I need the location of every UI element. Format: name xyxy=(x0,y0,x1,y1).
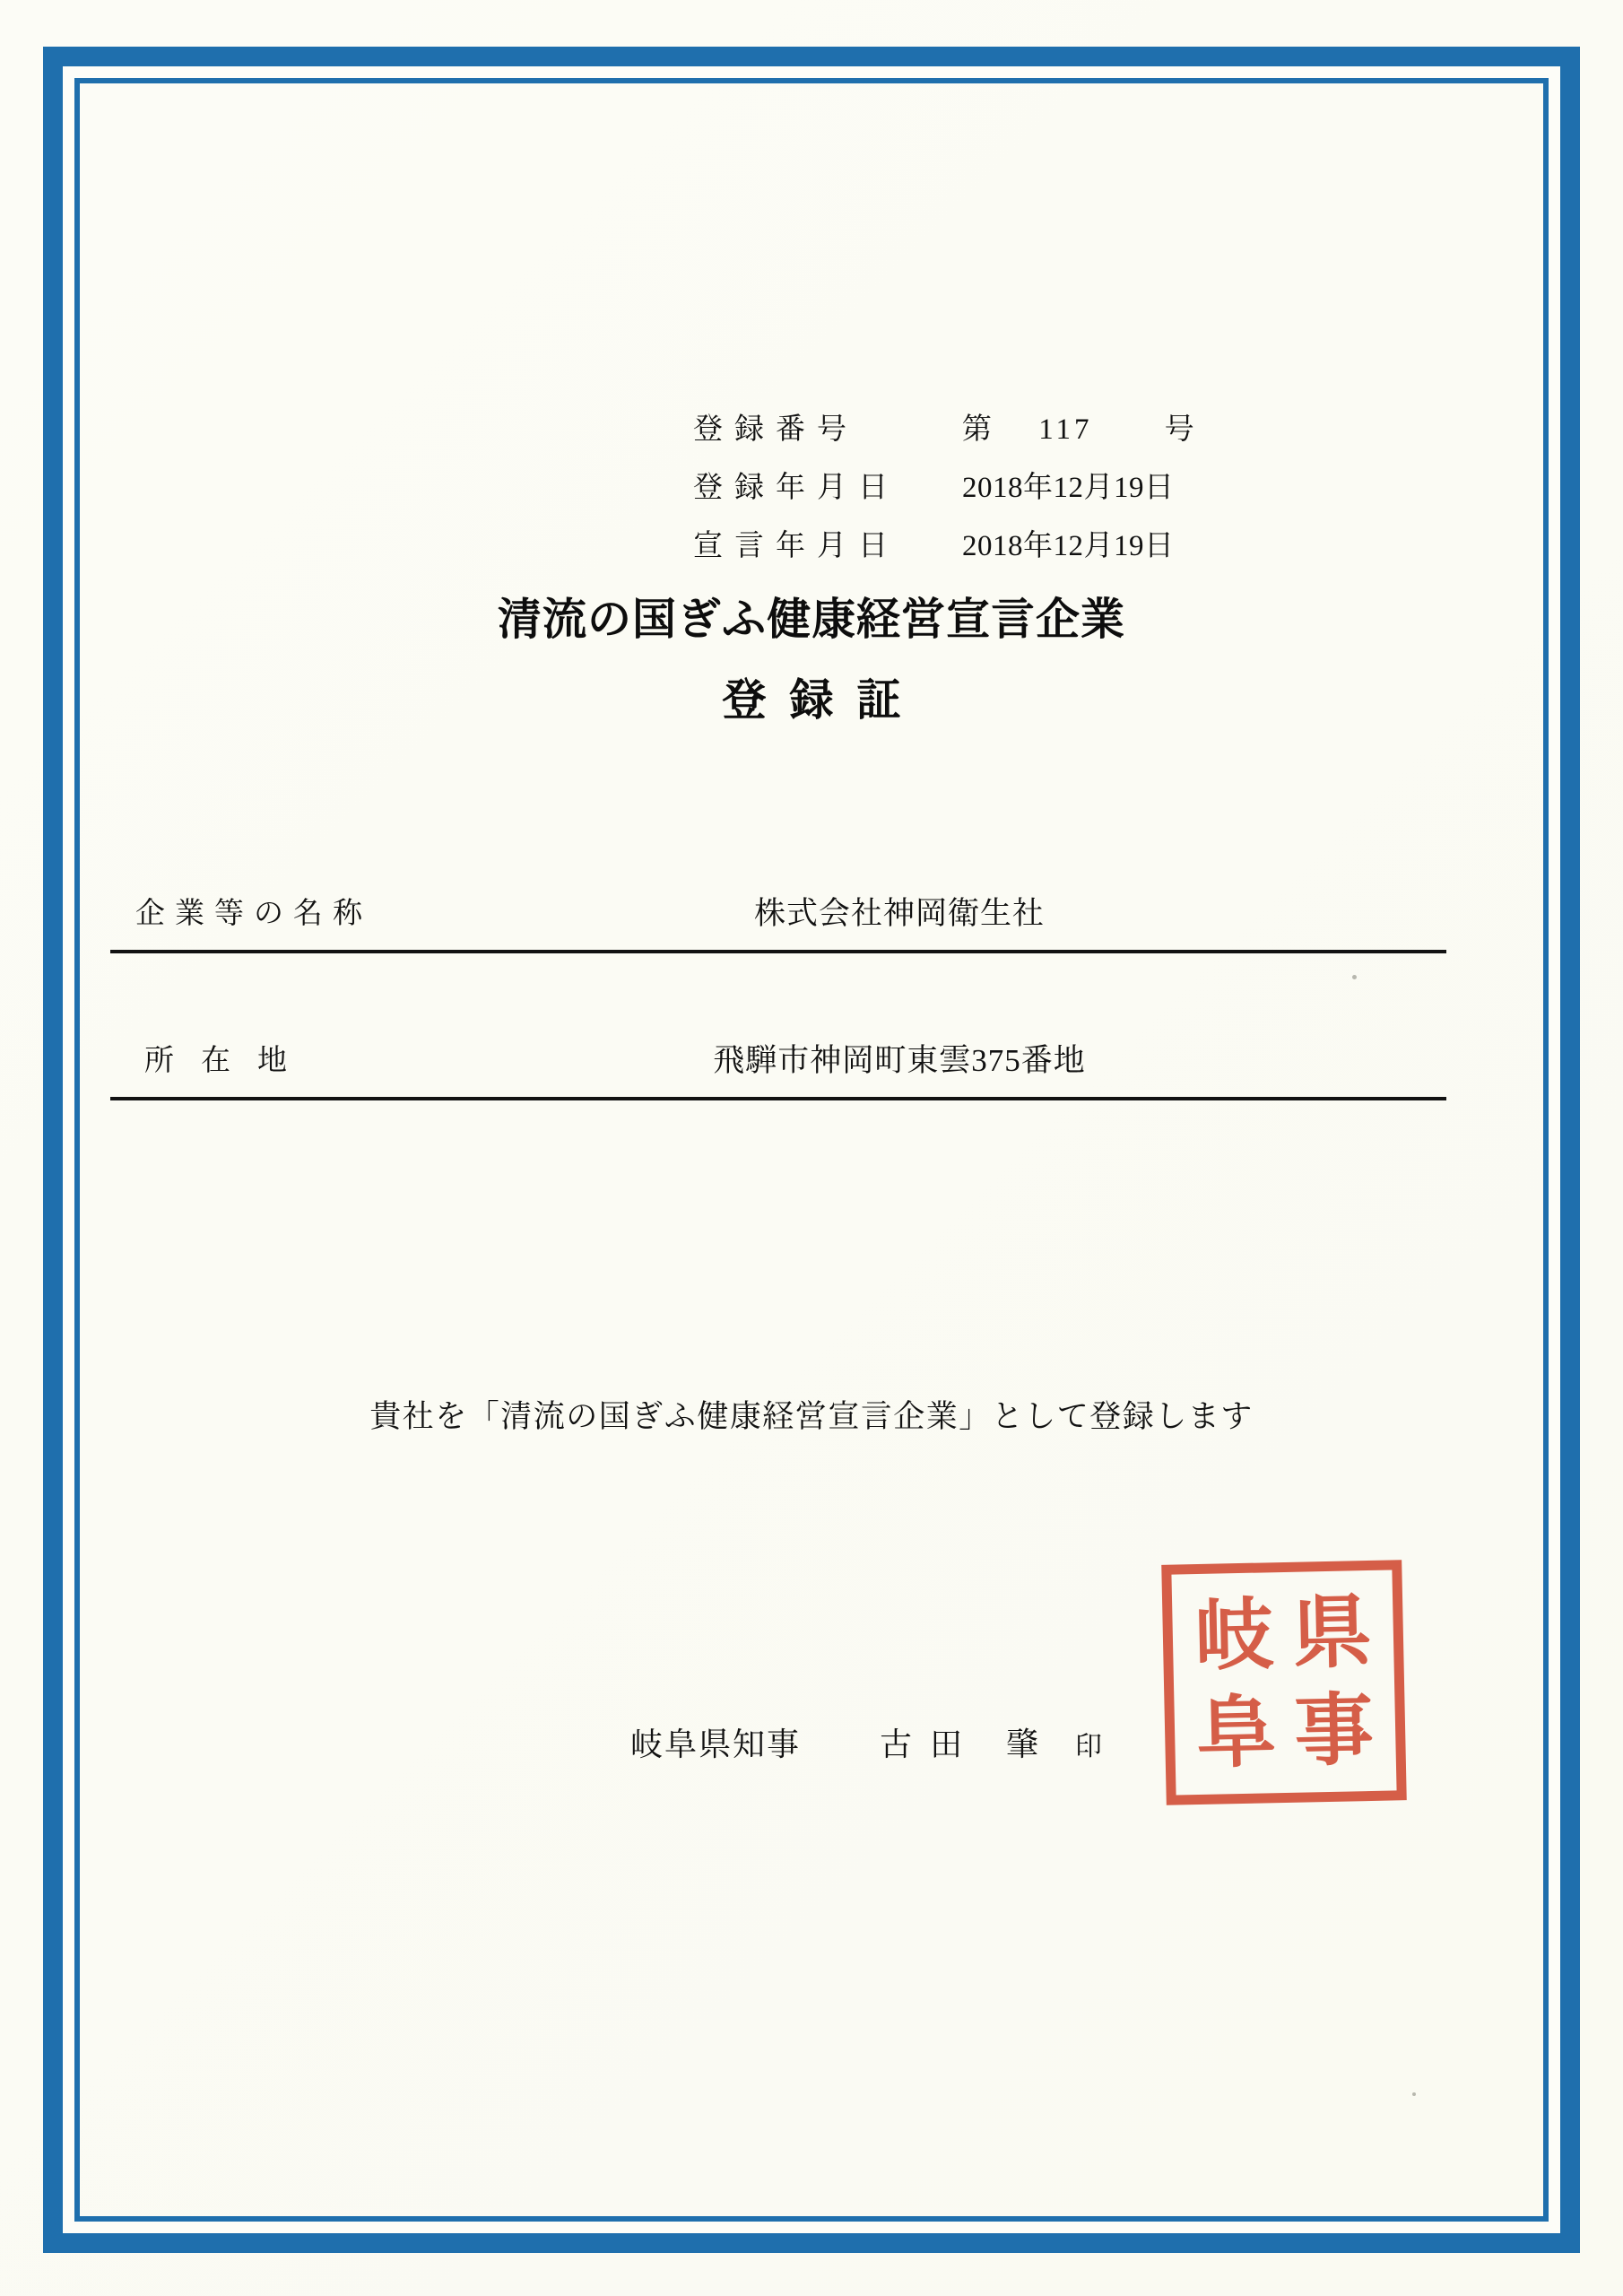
seal-character-2: 岐 xyxy=(1193,1587,1275,1682)
meta-label-declaration-date: 宣言年月日 xyxy=(693,530,899,562)
meta-label-registration-date: 登録年月日 xyxy=(693,472,899,504)
title-main: 清流の国ぎふ健康経営宣言企業 xyxy=(497,594,1125,645)
field-label-company-name: 企業等の名称 xyxy=(135,898,372,930)
meta-row-registration-number xyxy=(693,405,1428,448)
seal-character-4: 阜 xyxy=(1195,1684,1277,1779)
seal-character-1: 県 xyxy=(1291,1585,1373,1680)
registration-meta xyxy=(693,405,1428,580)
meta-row-registration-date xyxy=(693,464,1428,506)
meta-value-registration-date: 2018年12月19日 xyxy=(962,472,1175,504)
title-sub: 登録証 xyxy=(722,674,924,726)
seal-character-grid xyxy=(1185,1583,1384,1783)
field-row-company-name xyxy=(110,849,1446,953)
meta-value-registration-number xyxy=(962,405,1428,448)
registration-number-suffix: 号 xyxy=(1164,413,1196,446)
registration-number-value: 117 xyxy=(1038,413,1093,446)
statement-text: 貴社を「清流の国ぎふ健康経営宣言企業」として登録します xyxy=(369,1399,1254,1434)
official-seal-stamp xyxy=(1161,1560,1407,1805)
field-label-address: 所在地 xyxy=(144,1045,314,1077)
field-value-company-name: 株式会社神岡衛生社 xyxy=(753,896,1045,931)
meta-value-declaration-date: 2018年12月19日 xyxy=(962,530,1175,562)
meta-row-declaration-date xyxy=(693,522,1428,564)
field-row-address xyxy=(110,996,1446,1100)
field-value-address: 飛騨市神岡町東雲375番地 xyxy=(713,1043,1086,1078)
signature-office: 岐阜県知事 xyxy=(630,1726,802,1762)
signature-name: 古田 肇 xyxy=(880,1726,1057,1762)
page-title xyxy=(74,585,1549,728)
signature-line xyxy=(630,1719,1104,1765)
registration-number-prefix: 第 xyxy=(962,413,994,446)
scan-speck xyxy=(1412,2092,1416,2096)
meta-label-registration-number: 登録番号 xyxy=(693,413,858,446)
certificate-content xyxy=(74,78,1549,2222)
scan-speck xyxy=(1352,975,1357,979)
signature-seal-mark: 印 xyxy=(1075,1732,1105,1761)
field-list xyxy=(110,849,1446,1100)
seal-character-3: 事 xyxy=(1293,1683,1375,1778)
